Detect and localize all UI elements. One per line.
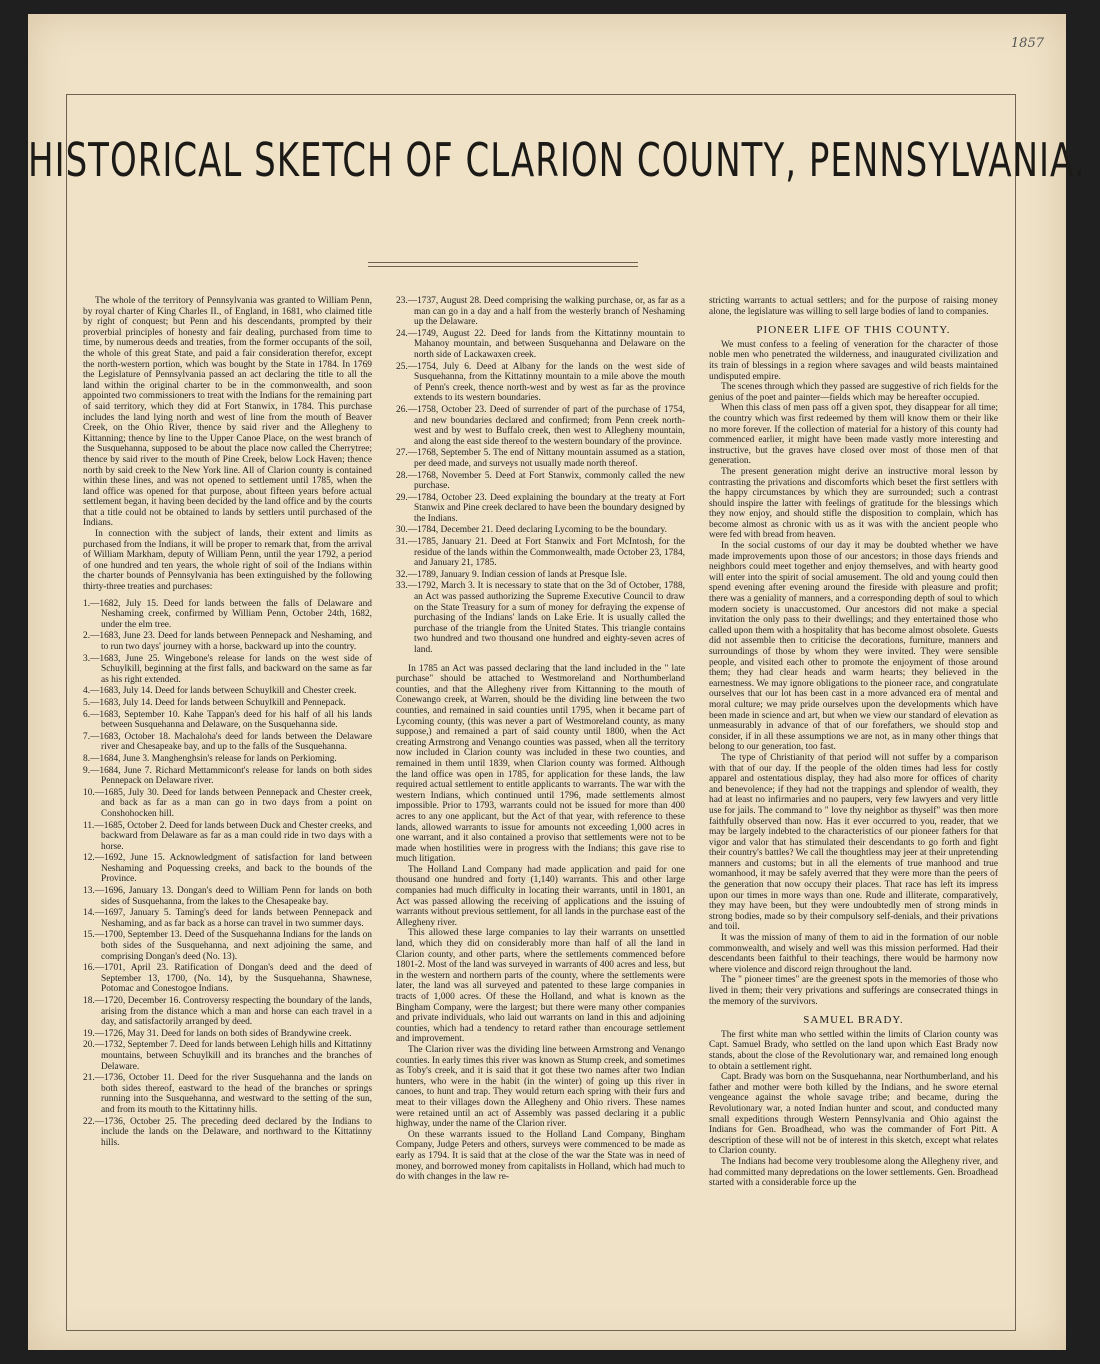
paragraph: Capt. Brady was born on the Susquehanna, near Northumberland, and his father and mother were both killed by the Indians, and he swore eternal vengeance against the whole savage tribe; and became, during the Revolutionary war, a noted Indian hunter and scout, and conducted many small expeditions through Western Pennsylvania and Ohio against the Indians for Gen. Broadhead, who was the commander of Fort Pitt. A description of these will not be of interest in this sketch, except what relates to Clarion county.	[709, 1072, 998, 1157]
treaty-entry: 32.—1789, January 9. Indian cession of lands at Presque Isle.	[396, 569, 627, 580]
treaty-entry: 12.—1692, June 15. Acknowledgment of satisfaction for land between Neshaming and Poquessing creeks, and back to the bounds of the Province.	[83, 853, 372, 885]
section-heading-pioneer-life: PIONEER LIFE OF THIS COUNTY.	[756, 324, 951, 337]
treaty-entry: 29.—1784, October 23. Deed explaining the boundary at the treaty at Fort Stanwix and Pine creek declared to have been the boundary designed by the Indians.	[396, 492, 685, 524]
paragraph: This allowed these large companies to lay their warrants on unsettled land, which they did on considerably more than half of all the land in Clarion county, and other parts, where the settlements commenced before 1801-2. Most of the land was surveyed in warrants of 400 acres and less, but in the western and northern parts of the county, where the settlements were later, the land was all surveyed and patented to these large companies in tracts of 1,000 acres. Of these the Holland, and what is known as the Bingham Company, were the largest; but there were many other companies and private individuals, who laid out warrants on land in this and adjoining counties, which had a tendency to retard rather than encourage settlement and improvement.	[396, 928, 685, 1045]
paragraph: The whole of the territory of Pennsylvania was granted to William Penn, by royal charter of King Charles II., of England, in 1681, who claimed title by right of conquest; but Penn and his descendants, prompted by their proverbial principles of honesty and fair dealing, purchased from time to time, by numerous deeds and treaties, from the former occupants of the soil, the whole of this great State, and paid a fair consideration therefor, except the north-western portion, which was bought by the State in 1784. In 1769 the Legislature of Pennsylvania passed an act declaring the title to all the land within the original charter to be in the commonwealth, and soon appointed two commissioners to treat with the Indians for the remaining part of said territory, which they did at Fort Stanwix, in 1784. This purchase includes the land lying north and west of line from the mouth of Beaver Creek, on the Ohio River, thence by said river and the Allegheny to Kittanning; thence by line to the Upper Canoe Place, on the west branch of the Susquehanna, supposed to be about the place now called the Cherrytree; thence by said river to the mouth of Pine Creek, below Lock Haven; thence north by said creek to the New York line. All of Clarion county is contained within these lines, and was not opened to settlement until 1785, when the land office was opened for that purpose, about fifteen years before actual settlement began, it having been decided by the land office and by the courts that a title could not be obtained to lands by settlers until purchased of the Indians.	[83, 296, 372, 529]
title-rule-top	[368, 262, 638, 263]
treaty-entry: 23.—1737, August 28. Deed comprising the walking purchase, or, as far as a man can go in a day and a half from the westerly branch of Neshaming up the Delaware.	[396, 296, 685, 328]
column-2	[396, 296, 685, 1316]
paragraph: In connection with the subject of lands, their extent and limits as purchased from the Indians, it will be proper to remark that, from the arrival of William Markham, deputy of William Penn, until the year 1792, a period of one hundred and ten years, the whole right of soil of the Indians within the charter bounds of Pennsylvania has been extinguished by the following thirty-three treaties and purchases:	[83, 529, 372, 593]
treaty-entry: 9.—1684, June 7. Richard Mettammicont's release for lands on both sides Pennepack on Delaware river.	[83, 765, 372, 787]
treaty-entry: 15.—1700, September 13. Deed of the Susquehanna Indians for the lands on both sides of the Susquehanna, and next adjoining the same, and comprising Dongan's deed (No. 13).	[83, 930, 372, 962]
treaty-list-1	[83, 599, 372, 1149]
text-columns	[83, 296, 1001, 1316]
treaty-entry: 20.—1732, September 7. Deed for lands between Lehigh hills and Kittatinny mountains, between Schuylkill and its branches and the branches of Delaware.	[83, 1040, 372, 1072]
paragraph: The type of Christianity of that period will not suffer by a comparison with that of our day. If the people of the olden times had less for costly apparel and ostentatious display, they had also more for offices of charity and benevolence; if they had not the trappings and splendor of wealth, they had at least no infirmaries and no paupers, very few lawyers and very little use for jails. The command to " love thy neighbor as thyself" was then more faithfully observed than now. Has it ever occurred to you, reader, that we may be largely indebted to the characteristics of our pioneer fathers for that vigor and valor that has stimulated their descendants to go forth and fight their country's battles? We call the thoughtless may jeer at their unpretending manners and customs; but in all the elements of true manhood and true womanhood, it may be safely averred that they were more than the peers of the generation that now occupy their places. That race has left its impress upon our times in more ways than one. Rude and illiterate, comparatively, they may have been, but they were undoubtedly men of strong minds in strong bodies, made so by their compulsory self-denials, and their privations and toil.	[709, 752, 998, 933]
paragraph: In 1785 an Act was passed declaring that the land included in the " late purchase" should be attached to Westmoreland and Northumberland counties, and that the Allegheny river from Kittanning to the mouth of Conewango creek, at Warren, should be the dividing line between the two counties, and remained in said counties until 1795, when it became part of Lycoming county, (this was never a part of Westmoreland county, as many suppose,) and remained a part of said county until 1800, when the Act creating Armstrong and Venango counties was passed, when all the territory now included in Clarion county was included in these two counties, and remained in them until 1839, when Clarion county was formed. Although the land office was open in 1785, for application for these lands, the law required actual settlement to entitle applicants to warrants. The war with the western Indians, which continued until 1796, made settlements almost impossible. Prior to 1793, warrants could not be issued for more than 400 acres to any one applicant, but the Act of that year, with reference to these lands, allowed warrants to issue for amounts not exceeding 1,000 acres in one warrant, and it also contained a proviso that settlements were not to be made when hostilities were in progress with the Indians; this gave rise to much litigation.	[396, 663, 685, 865]
treaty-entry: 26.—1758, October 23. Deed of surrender of part of the purchase of 1754, and new boundaries declared and confirmed; from Penn creek north-west and by west to Buffalo creek, then west to Allegheny mountain, and along the east side thereof to the western boundary of the province.	[396, 404, 685, 447]
treaty-entry: 5.—1683, July 14. Deed for lands between Schuylkill and Pennepack.	[83, 697, 346, 708]
treaty-entry: 4.—1683, July 14. Deed for lands between Schuylkill and Chester creek.	[83, 686, 357, 697]
paragraph: The first white man who settled within the limits of Clarion county was Capt. Samuel Brady, who settled on the land upon which East Brady now stands, about the close of the Revolutionary war, and remained long enough to obtain a settlement right.	[709, 1029, 998, 1072]
treaty-entry: 1.—1682, July 15. Deed for lands between the falls of Delaware and Neshaming creek, confirmed by William Penn, October 24th, 1682, under the elm tree.	[83, 598, 372, 630]
treaty-entry: 22.—1736, October 25. The preceding deed declared by the Indians to include the lands on the Delaware, and northward to the Kittatinny hills.	[83, 1116, 372, 1148]
paragraph: The " pioneer times" are the greenest spots in the memories of those who lived in them; their very privations and sufferings are consecrated things in the memory of the survivors.	[709, 975, 998, 1007]
handwritten-note: 1857	[1010, 36, 1044, 51]
treaty-entry: 11.—1685, October 2. Deed for lands between Duck and Chester creeks, and backward from Delaware as far as a man could ride in two days with a horse.	[83, 820, 372, 852]
treaty-entry: 18.—1720, December 16. Controversy respecting the boundary of the lands, arising from the distance which a man and horse can each travel in a day, and satisfactorily arranged by deed.	[83, 996, 372, 1028]
section-heading-samuel-brady: SAMUEL BRADY.	[803, 1014, 904, 1027]
treaty-list-2	[396, 296, 685, 656]
column-3	[709, 296, 998, 1316]
treaty-entry: 30.—1784, December 21. Deed declaring Lycoming to be the boundary.	[396, 525, 667, 536]
treaty-entry: 33.—1792, March 3. It is necessary to state that on the 3d of October, 1788, an Act was passed authorizing the Supreme Executive Council to draw on the State Treasury for a sum of money for defraying the expense of purchasing of the Indians' lands on Lake Erie. It is usually called the purchase of the triangle from the United States. This triangle contains two hundred and two thousand one hundred and eighty-seven acres of land.	[396, 581, 685, 655]
document-title: HISTORICAL SKETCH OF CLARION COUNTY, PENNSYLVANIA.	[28, 134, 1086, 188]
treaty-entry: 19.—1726, May 31. Deed for lands on both sides of Brandywine creek.	[83, 1028, 352, 1039]
treaty-entry: 14.—1697, January 5. Taming's deed for lands between Pennepack and Neshaming, and as far back as a horse can travel in two summer days.	[83, 908, 372, 929]
treaty-entry: 27.—1768, September 5. The end of Nittany mountain assumed as a station, per deed made, and surveys not usually made north thereof.	[396, 448, 685, 469]
paragraph: The present generation might derive an instructive moral lesson by contrasting the privations and discomforts which beset the first settlers with the happy circumstances by which they are surrounded; such a contrast should inspire the latter with feelings of gratitude for the blessings which they now enjoy, and should stifle the disposition to complain, which has become almost as chronic with us as it was with the ancient people who were fed with bread from heaven.	[709, 466, 998, 541]
paragraph: In the social customs of our day it may be doubted whether we have made improvements upon those of our ancestors; in those days friends and neighbors could meet together and enjoy themselves, and with hearty good will enter into the spirit of social amusement. The old and young could then spend evening after evening around the fireside with pleasure and profit; there was a geniality of manners, and a corresponding depth of soul to which modern society is unaccustomed. Our ancestors did not make a special invitation the only pass to their dwellings; and they entertained those who called upon them with a hospitality that has become almost obsolete. Guests did not assemble then to criticise the decorations, furniture, manners and surroundings of those by whom they were invited. They were sensible people, and visited each other to promote the enjoyment of those around them; they had clear heads and warm hearts; they believed in the earnestness. We may ignore obligations to the pioneer race, and congratulate ourselves that our lot has been cast in a more advanced era of mental and moral culture; we may pride ourselves upon the developments which have been made in science and art, but when we view our standard of elevation as unmeasurably in advance of that of our forefathers, we should stop and consider, if in all these assumptions we are not, as in many other things that belong to our generation, too fast.	[709, 541, 998, 753]
paragraph: We must confess to a feeling of veneration for the character of those noble men who penetrated the wilderness, and inaugurated civilization and its train of blessings in a region where savages and wild beasts maintained undisputed empire.	[709, 339, 998, 382]
document-sheet	[28, 14, 1086, 1350]
treaty-entry: 10.—1685, July 30. Deed for lands between Pennepack and Chester creek, and back as far as a man can go in two days from a point on Conshohocken hill.	[83, 787, 372, 819]
paragraph: The Holland Land Company had made application and paid for one thousand one hundred and forty (1,140) warrants. This and other large companies had much difficulty in locating their warrants, until in 1801, an Act was passed allowing the receiving of applications and the issuing of warrants without previous settlement, for all lands in the purchase east of the Allegheny river.	[396, 864, 685, 928]
paragraph: The Clarion river was the dividing line between Armstrong and Venango counties. In early times this river was known as Stump creek, and sometimes as Toby's creek, and it is said that it got these two names after two Indian hunters, who were in the habit (in the winter) of going up this river in canoes, to hunt and trap. They would return each spring with their furs and meat to their villages down the Allegheny and Ohio rivers. These names were retained until an act of Assembly was passed declaring it a public highway, under the name of the Clarion river.	[396, 1044, 685, 1130]
treaty-entry: 28.—1768, November 5. Deed at Fort Stanwix, commonly called the new purchase.	[396, 470, 685, 492]
treaty-entry: 7.—1683, October 18. Machaloha's deed for lands between the Delaware river and Chesapeake bay, and up to the falls of the Susquehanna.	[83, 731, 372, 753]
paragraph: The Indians had become very troublesome along the Allegheny river, and had committed many depredations on the lower settlements. Gen. Broadhead started with a considerable force up the	[709, 1156, 998, 1189]
treaty-entry: 25.—1754, July 6. Deed at Albany for the lands on the west side of Susquehanna, from the Kittatinny mountain to a mile above the mouth of Penn's creek, thence north-west and by west as far as the province extends to its western boundaries.	[396, 361, 685, 404]
treaty-entry: 2.—1683, June 23. Deed for lands between Pennepack and Neshaming, and to run two days' journey with a horse, backward up into the country.	[83, 631, 372, 652]
treaty-entry: 16.—1701, April 23. Ratification of Dongan's deed and the deed of September 13, 1700, (No. 14), by the Susquehanna, Shawnese, Potomac and Conestogoe Indians.	[83, 963, 372, 995]
treaty-entry: 8.—1684, June 3. Manghenghsin's release for lands on Perkioming.	[83, 753, 337, 764]
treaty-entry: 3.—1683, June 25. Wingebone's release for lands on the west side of Schuylkill, beginning at the first falls, and backward on the same as far as his right extended.	[83, 653, 372, 685]
paragraph: The scenes through which they passed are suggestive of rich fields for the genius of the poet and painter—fields which may be hereafter occupied.	[709, 382, 998, 403]
treaty-entry: 6.—1683, September 10. Kahe Tappan's deed for his half of all his lands between Susquehanna and Delaware, on the Susquehanna side.	[83, 709, 372, 731]
paragraph: When this class of men pass off a given spot, they disappear for all time; the country which was first redeemed by them will know them or their like no more forever. If the collection of material for a history of this county had commenced earlier, it might have been made vastly more interesting and instructive, but the graves have closed over most of those men of that generation.	[709, 403, 998, 467]
paragraph: It was the mission of many of them to aid in the formation of our noble commonwealth, and wisely and well was this mission performed. Had their descendants been faithful to their teachings, there would be harmony now where violence and discord reign throughout the land.	[709, 933, 998, 975]
treaty-entry: 21.—1736, October 11. Deed for the river Susquehanna and the lands on both sides thereof, eastward to the head of the branches or springs running into the Susquehanna, and westward to the setting of the sun, and from its mouth to the Kittatinny hills.	[83, 1073, 372, 1115]
treaty-entry: 31.—1785, January 21. Deed at Fort Stanwix and Fort McIntosh, for the residue of the lands within the Commonwealth, made October 23, 1784, and January 21, 1785.	[396, 537, 685, 569]
treaty-entry: 13.—1696, January 13. Dongan's deed to William Penn for lands on both sides of Susquehanna, from the lakes to the Chesapeake bay.	[83, 886, 372, 907]
title-rule-bottom	[368, 266, 638, 267]
paragraph: stricting warrants to actual settlers; and for the purpose of raising money alone, the legislature was willing to sell large bodies of land to companies.	[709, 296, 998, 317]
treaty-entry: 24.—1749, August 22. Deed for lands from the Kittatinny mountain to Mahanoy mountain, and between Susquehanna and Delaware on the north side of Lackawaxen creek.	[396, 328, 685, 360]
paragraph: On these warrants issued to the Holland Land Company, Bingham Company, Judge Peters and others, surveys were commenced to be made as early as 1794. It is said that at the close of the war the State was in need of money, and borrowed money from capitalists in Holland, which had much to do with changes in the law re-	[396, 1129, 685, 1183]
column-1	[83, 296, 372, 1316]
